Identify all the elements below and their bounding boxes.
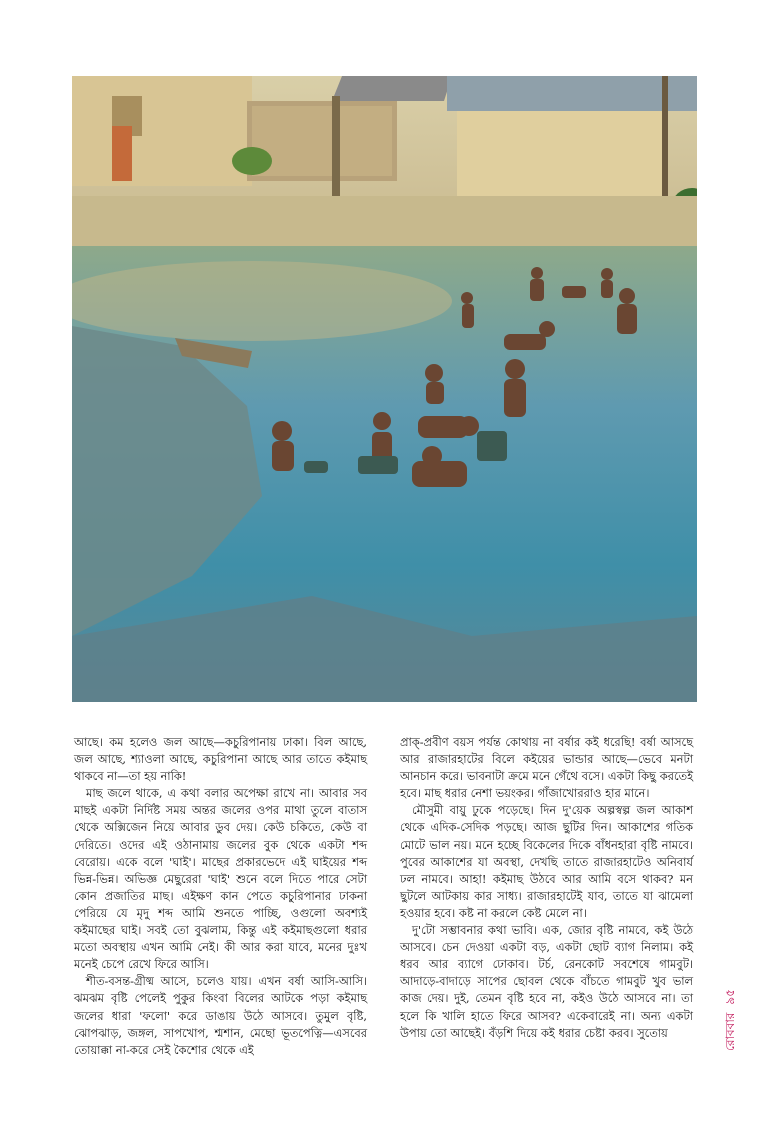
paragraph: মাছ জলে থাকে, এ কথা বলার অপেক্ষা রাখে না। আবার সব মাছই একটা নির্দিষ্ট সময় অন্তর জলের ওপর মাথা তুলে বাতাস থেকে অক্সিজেন নিয়ে আবার ডুব দেয়। কেউ চকিতে, কেউ বা দেরিতে। ওদের এই ওঠানামায় জলের বুক থেকে একটা শব্দ বেরোয়। একে বলে 'ঘাই'। মাছের প্রকারভেদে এই ঘাইয়ের শব্দ ভিন্ন-ভিন্ন। অভিজ্ঞ মেছুরেরা 'ঘাই' শুনে বলে দিতে পারে সেটা কোন প্রজাতির মাছ। এইক্ষণ কান পেতে কচুরিপানার ঢাকনা পেরিয়ে যে মৃদু শব্দ আমি শুনতে পাচ্ছি, ওগুলো অবশ্যই কইমাছের ঘাই। সবই তো বুঝলাম, কিন্তু এই কইমাছগুলো ধরার মতো অবস্থায় এখন আমি নেই। কী আর করা যাবে, মনের দুঃখ মনেই চেপে রেখে ফিরে আসি। <box>74 786 367 972</box>
paragraph: শীত-বসন্ত-গ্রীষ্ম আসে, চলেও যায়। এখন বর্ষা আসি-আসি। ঝমঝম বৃষ্টি পেলেই পুকুর কিংবা বিলের আটকে পড়া কইমাছ জলের ধারা 'ফলো' করে ডাঙায় উঠে আসবে। তুমুল বৃষ্টি, ঝোপঝাড়, জঙ্গল, সাপখোপ, শ্মশান, মেছো ভূতপেত্নি—এসবের তোয়াক্কা না-করে সেই কৈশোর থেকে এই <box>74 974 367 1057</box>
paragraph: দু'টো সম্ভাবনার কথা ভাবি। এক, জোর বৃষ্টি নামবে, কই উঠে আসবে। চেন দেওয়া একটা বড়, একটা ছোট ব্যাগ নিলাম। কই ধরব আর ব্যাগে ঢোকাব। টর্চ, রেনকোট সবশেষে গামবুট। আদাড়ে-বাদাড়ে সাপের ছোবল থেকে বাঁচতে গামবুট খুব ভাল কাজ দেয়। দুই, তেমন বৃষ্টি হবে না, কইও উঠে আসবে না। তা হলে কি খালি হাতে ফিরে আসব? একেবারেই না। অন্য একটা উপায় তো আছেই। বঁড়শি দিয়ে কই ধরার চেষ্টা করব। সুতোয় <box>400 923 694 1040</box>
page-number: ৯৫ <box>723 989 737 1005</box>
paragraph: আছে। কম হলেও জল আছে—কচুরিপানায় ঢাকা। বিল আছে, জল আছে, শ্যাওলা আছে, কচুরিপানা আছে আর তাতে কইমাছ থাকবে না—তা হয় নাকি! <box>74 735 367 784</box>
left-text-column <box>74 734 367 1059</box>
page-footer <box>702 989 762 1051</box>
paragraph: প্রাক্-প্রবীণ বয়স পর্যন্ত কোথায় না বর্ষার কই ধরেছি! বর্ষা আসছে আর রাজারহাটের বিলে কইয়ের ভান্ডার আছে—ভেবে মনটা আনচান করে। ভাবনাটা ক্রমে মনে গেঁথে বসে। একটা কিছু করতেই হবে। মাছ ধরার নেশা ভয়ংকর। গাঁজাখোররাও হার মানে। <box>400 735 693 801</box>
right-text-column <box>400 734 693 1042</box>
magazine-name: রোববার <box>723 1012 737 1051</box>
photo-children-in-pond <box>72 76 697 702</box>
pond-illustration <box>72 76 697 702</box>
paragraph: মৌসুমী বায়ু ঢুকে পড়েছে। দিন দু'য়েক অল্পস্বল্প জল আকাশ থেকে এদিক-সেদিক পড়ছে। আজ ছুটির দিন। আকাশের গতিক মোটে ভাল নয়। মনে হচ্ছে বিকেলের দিকে বাঁধনহারা বৃষ্টি নামবে। পুবের আকাশের যা অবস্থা, দেখছি তাতে রাজারহাটেও অনিবার্য ঢল নামবে। আহা! কইমাছ উঠবে আর আমি বসে থাকব? মন ছুটলে আটকায় কার সাধ্য। রাজারহাটেই যাব, তাতে যা ঝামেলা হওয়ার হবে। কষ্ট না করলে কেষ্ট মেলে না। <box>400 803 693 920</box>
